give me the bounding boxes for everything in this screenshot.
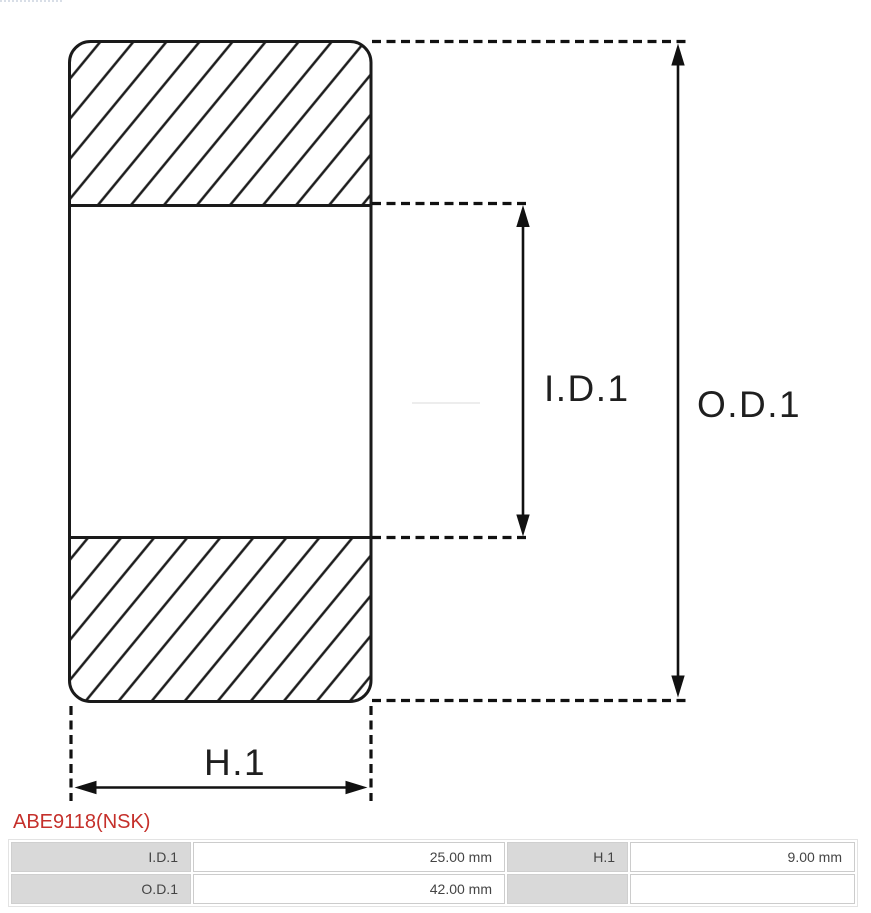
- spec-label-cell-empty: [507, 874, 628, 904]
- table-row: [11, 874, 855, 904]
- spec-label-cell-id: I.D.1: [11, 842, 191, 872]
- id-dimension-arrow: [516, 205, 529, 537]
- od-arrowhead-up: [671, 44, 684, 66]
- spec-value-cell-od: 42.00 mm: [193, 874, 505, 904]
- h-arrowhead-right: [346, 781, 368, 794]
- spec-value-cell-id: 25.00 mm: [193, 842, 505, 872]
- od-arrowhead-down: [671, 676, 684, 698]
- spec-label-cell-od: O.D.1: [11, 874, 191, 904]
- dimensions-table: [8, 839, 858, 907]
- id-arrowhead-down: [516, 515, 529, 537]
- bottom-hatch-band: [68, 537, 373, 703]
- h-arrowhead-left: [75, 781, 97, 794]
- spec-label-cell-h: H.1: [507, 842, 628, 872]
- spec-value-cell-empty: [630, 874, 855, 904]
- top-hatch-band: [68, 40, 373, 206]
- h-dimension-label: H.1: [204, 742, 267, 783]
- od-dimension-label: O.D.1: [697, 384, 802, 425]
- spec-value-cell-h: 9.00 mm: [630, 842, 855, 872]
- bearing-hatched-sections: [66, 40, 374, 703]
- table-row: [11, 842, 855, 872]
- od-dimension-arrow: [671, 44, 684, 698]
- id-dimension-label: I.D.1: [544, 368, 630, 409]
- part-number-link[interactable]: ABE9118(NSK): [13, 811, 151, 833]
- id-arrowhead-up: [516, 205, 529, 227]
